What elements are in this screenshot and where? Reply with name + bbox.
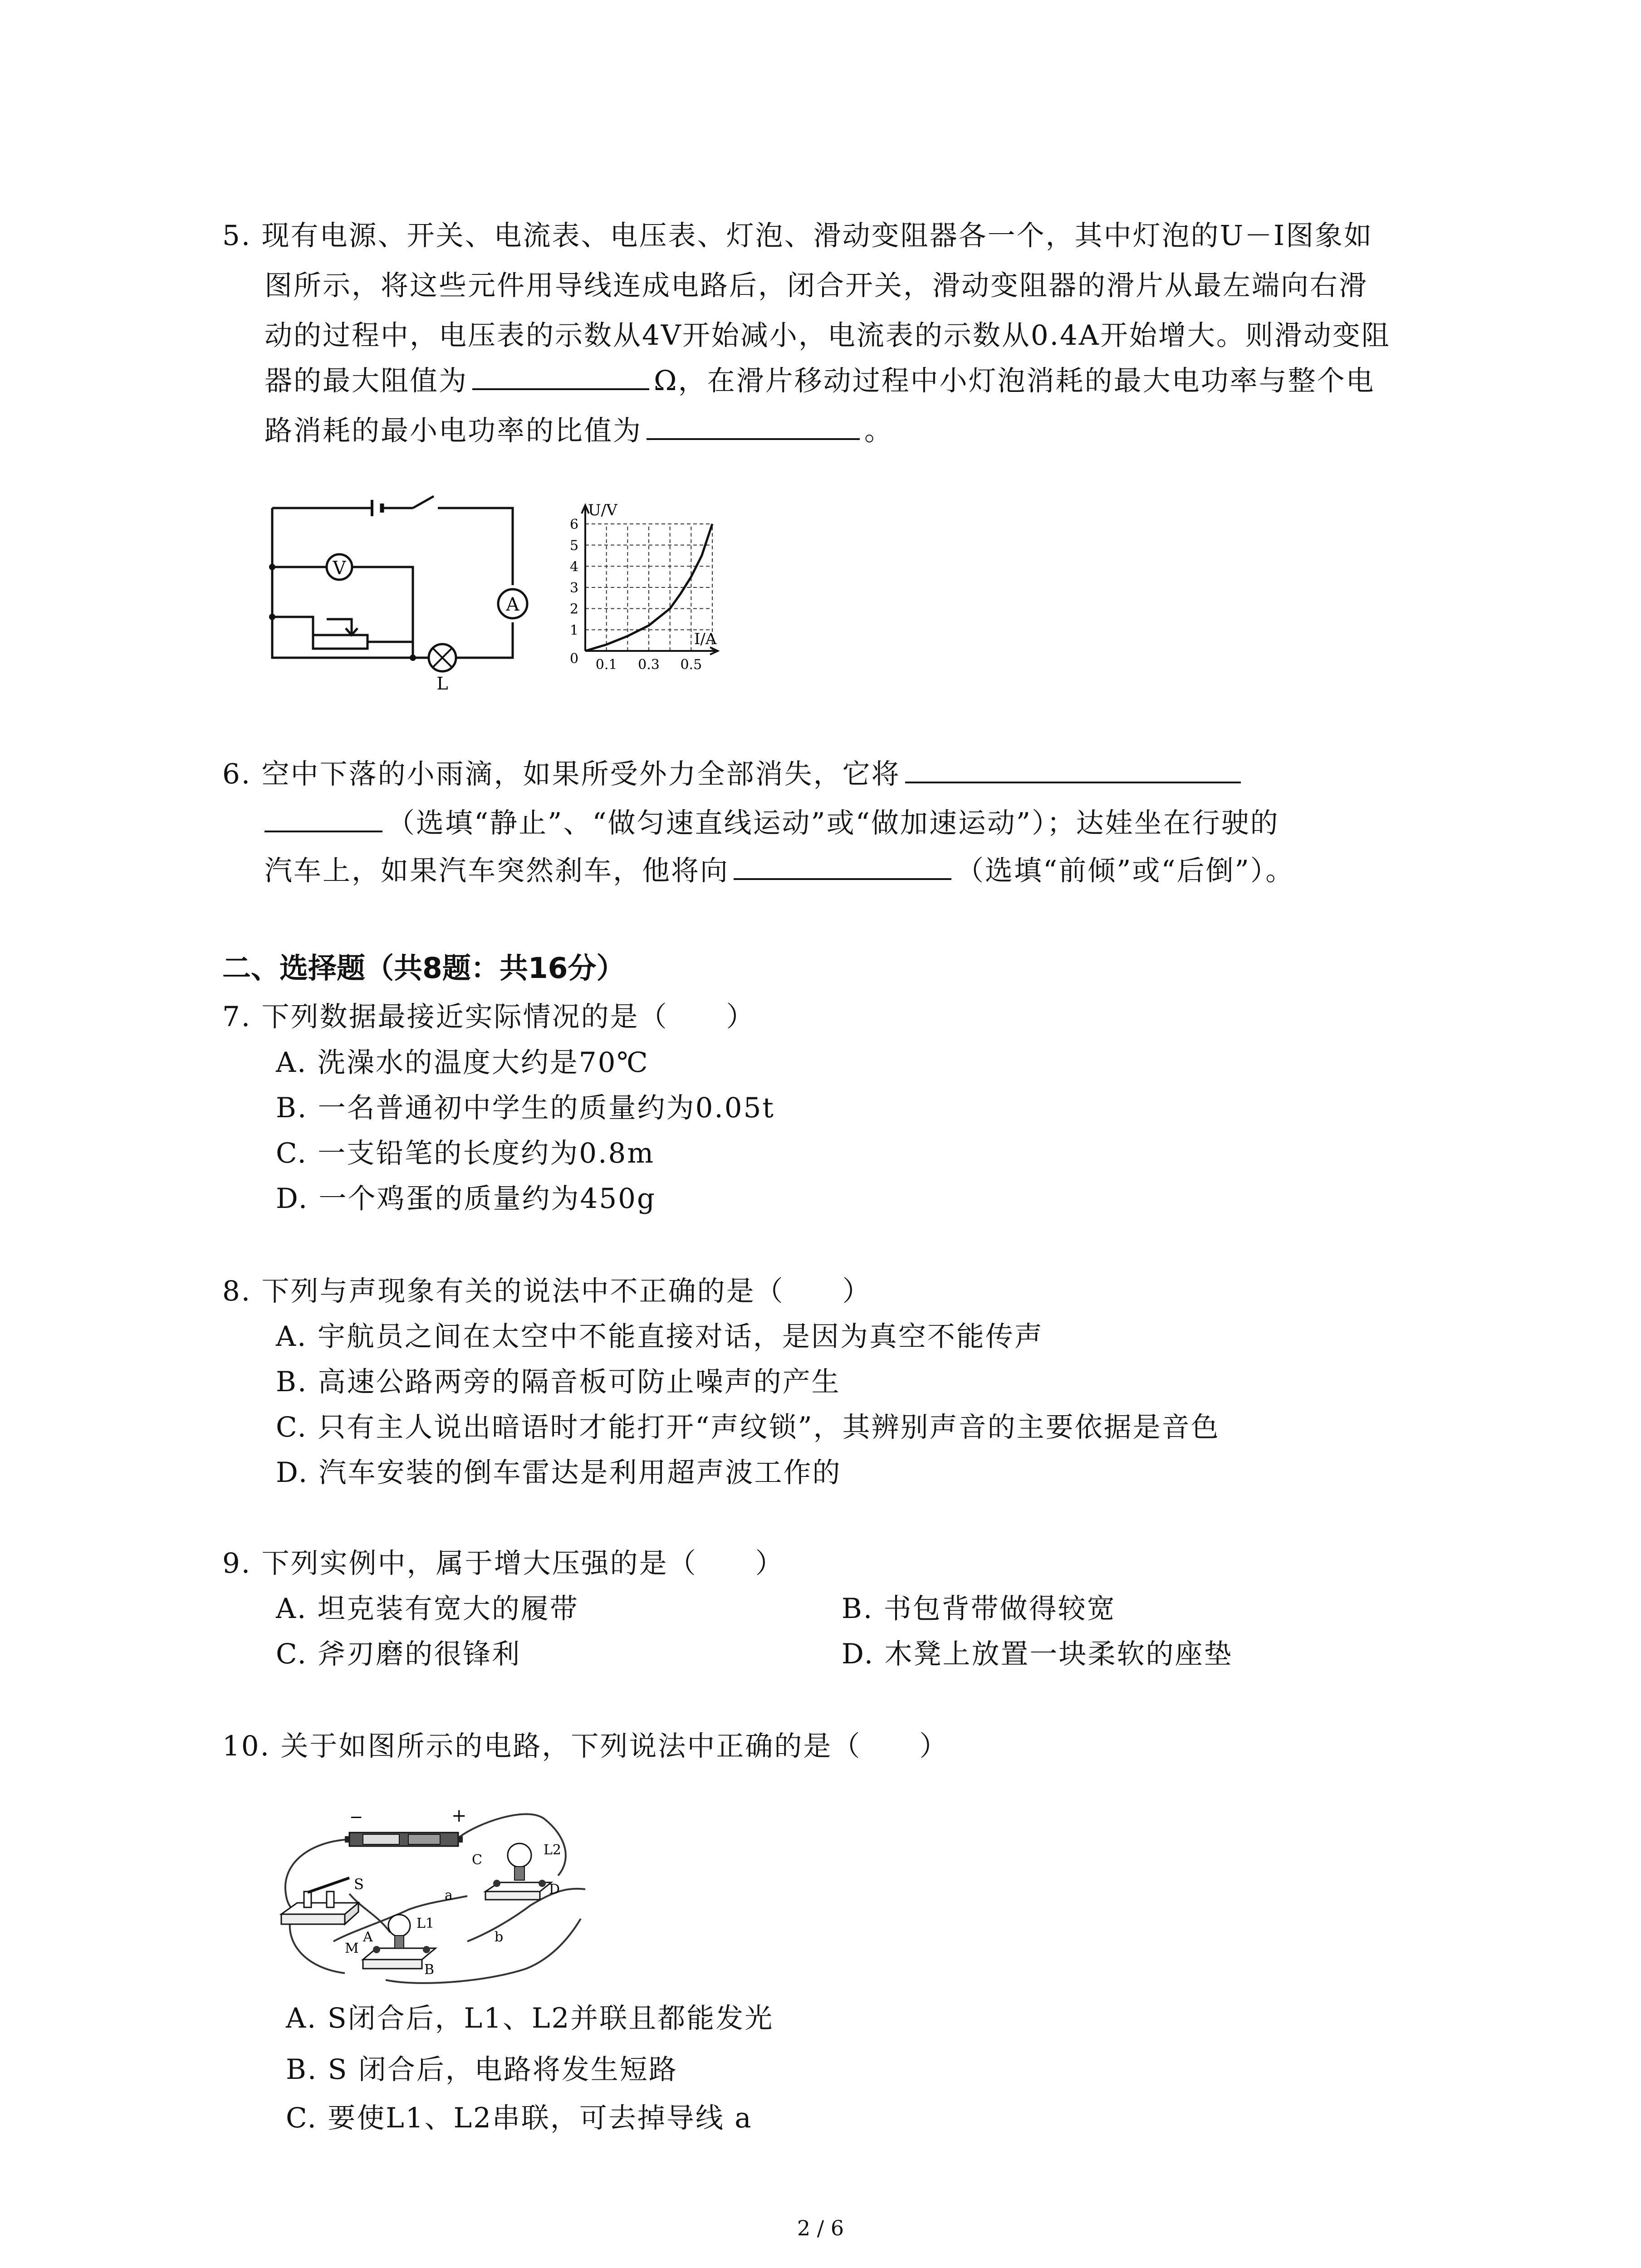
q5-circuit-diagram bbox=[263, 490, 554, 694]
q5-ui-graph bbox=[558, 499, 735, 676]
battery bbox=[345, 1833, 463, 1846]
section-title: 二、选择题（共8题：共16分） bbox=[222, 952, 625, 985]
q8-option-b[interactable]: B. 高速公路两旁的隔音板可防止噪声的产生 bbox=[276, 1366, 841, 1398]
q6-line2-text: （选填“静止”、“做匀速直线运动”或“做加速运动”）；达娃坐在行驶的 bbox=[387, 807, 1279, 839]
lamp-l2-label: L2 bbox=[544, 1842, 562, 1858]
q9-stem: 9. 下列实例中，属于增大压强的是（ ） bbox=[222, 1547, 784, 1579]
x-axis-label: I/A bbox=[694, 630, 717, 648]
terminal-b-label: B bbox=[424, 1962, 435, 1978]
q9-option-b[interactable]: B. 书包背带做得较宽 bbox=[842, 1593, 1116, 1625]
q5-blank-resistance[interactable] bbox=[472, 360, 649, 390]
q7-option-c[interactable]: C. 一支铅笔的长度约为0.8m bbox=[276, 1137, 655, 1169]
lamp-l2 bbox=[485, 1843, 551, 1900]
y-tick-label: 1 bbox=[570, 622, 579, 639]
q5-line4-start: 器的最大阻值为 bbox=[265, 365, 468, 397]
voltmeter-label: V bbox=[333, 558, 346, 579]
battery-plus-label: + bbox=[451, 1805, 467, 1826]
q5-line5-end: 。 bbox=[864, 415, 894, 447]
y-tick-label: 3 bbox=[570, 580, 579, 596]
y-tick-label: 5 bbox=[570, 538, 579, 554]
q10-circuit-figure bbox=[272, 1796, 617, 1991]
switch[interactable] bbox=[281, 1878, 358, 1924]
q6-line3-start: 汽车上，如果汽车突然刹车，他将向 bbox=[265, 855, 730, 887]
q10-option-a[interactable]: A. S闭合后，L1、L2并联且都能发光 bbox=[286, 2002, 774, 2034]
q7-option-b[interactable]: B. 一名普通初中学生的质量约为0.05t bbox=[276, 1092, 775, 1124]
x-tick-label: 0.1 bbox=[595, 657, 617, 673]
q7-option-a[interactable]: A. 洗澡水的温度大约是70℃ bbox=[276, 1046, 649, 1079]
q6-line2 bbox=[265, 801, 1279, 846]
page-number: 2 / 6 bbox=[797, 2216, 844, 2240]
ammeter-label: A bbox=[506, 594, 519, 615]
q9-option-a[interactable]: A. 坦克装有宽大的履带 bbox=[276, 1593, 579, 1625]
q6-line3 bbox=[265, 848, 1294, 894]
q6-line1-text: 6. 空中下落的小雨滴，如果所受外力全部消失，它将 bbox=[222, 758, 901, 790]
q5-line4 bbox=[265, 358, 1375, 404]
q6-blank-motion-cont[interactable] bbox=[265, 802, 382, 832]
x-tick-label: 0.3 bbox=[638, 657, 660, 673]
q5-line2: 图所示，将这些元件用导线连成电路后，闭合开关，滑动变阻器的滑片从最左端向右滑 bbox=[265, 269, 1368, 302]
q10-option-b[interactable]: B. S 闭合后，电路将发生短路 bbox=[286, 2053, 678, 2086]
q5-line4-end: Ω，在滑片移动过程中小灯泡消耗的最大电功率与整个电 bbox=[654, 365, 1375, 397]
q5-line3: 动的过程中，电压表的示数从4V开始减小，电流表的示数从0.4A开始增大。则滑动变阻 bbox=[265, 319, 1391, 352]
q10-option-c[interactable]: C. 要使L1、L2串联，可去掉导线 a bbox=[286, 2102, 753, 2134]
q9-option-c[interactable]: C. 斧刃磨的很锋利 bbox=[276, 1638, 521, 1670]
q5-line5-start: 路消耗的最小电功率的比值为 bbox=[265, 415, 642, 447]
wire-a-label: a bbox=[445, 1887, 453, 1903]
q5-line5 bbox=[265, 408, 893, 454]
q10-stem: 10. 关于如图所示的电路，下列说法中正确的是（ ） bbox=[222, 1730, 949, 1762]
q5-line1: 5. 现有电源、开关、电流表、电压表、灯泡、滑动变阻器各一个，其中灯泡的U－I图象如 bbox=[222, 220, 1373, 252]
terminal-c-label: C bbox=[472, 1852, 482, 1868]
q8-option-c[interactable]: C. 只有主人说出暗语时才能打开“声纹锁”，其辨别声音的主要依据是音色 bbox=[276, 1411, 1220, 1443]
y-tick-label: 2 bbox=[570, 601, 579, 617]
origin-label: 0 bbox=[570, 651, 579, 667]
q8-option-a[interactable]: A. 宇航员之间在太空中不能直接对话，是因为真空不能传声 bbox=[276, 1320, 1043, 1353]
terminal-m-label: M bbox=[345, 1941, 359, 1956]
q5-blank-ratio[interactable] bbox=[647, 410, 860, 440]
terminal-a-label: A bbox=[363, 1929, 373, 1945]
q8-option-d[interactable]: D. 汽车安装的倒车雷达是利用超声波工作的 bbox=[276, 1457, 842, 1489]
q8-stem: 8. 下列与声现象有关的说法中不正确的是（ ） bbox=[222, 1275, 872, 1307]
q6-blank-direction[interactable] bbox=[734, 850, 951, 880]
lamp-l1-label: L1 bbox=[416, 1916, 435, 1931]
terminal-d-label: D bbox=[549, 1882, 560, 1897]
x-tick-label: 0.5 bbox=[680, 657, 702, 673]
q6-line1 bbox=[222, 752, 1245, 797]
q7-stem: 7. 下列数据最接近实际情况的是（ ） bbox=[222, 1001, 755, 1033]
lamp-label: L bbox=[436, 674, 448, 694]
q6-line3-end: （选填“前倾”或“后倒”）。 bbox=[956, 855, 1295, 887]
wire-b-label: b bbox=[495, 1929, 504, 1945]
y-tick-label: 4 bbox=[570, 559, 579, 575]
q7-option-d[interactable]: D. 一个鸡蛋的质量约为450g bbox=[276, 1183, 656, 1215]
q6-blank-motion[interactable] bbox=[905, 753, 1241, 783]
battery-minus-label: − bbox=[349, 1808, 363, 1827]
y-tick-label: 6 bbox=[570, 517, 579, 533]
q9-option-d[interactable]: D. 木凳上放置一块柔软的座垫 bbox=[842, 1638, 1233, 1670]
y-axis-label: U/V bbox=[588, 501, 617, 519]
switch-label: S bbox=[354, 1876, 364, 1893]
